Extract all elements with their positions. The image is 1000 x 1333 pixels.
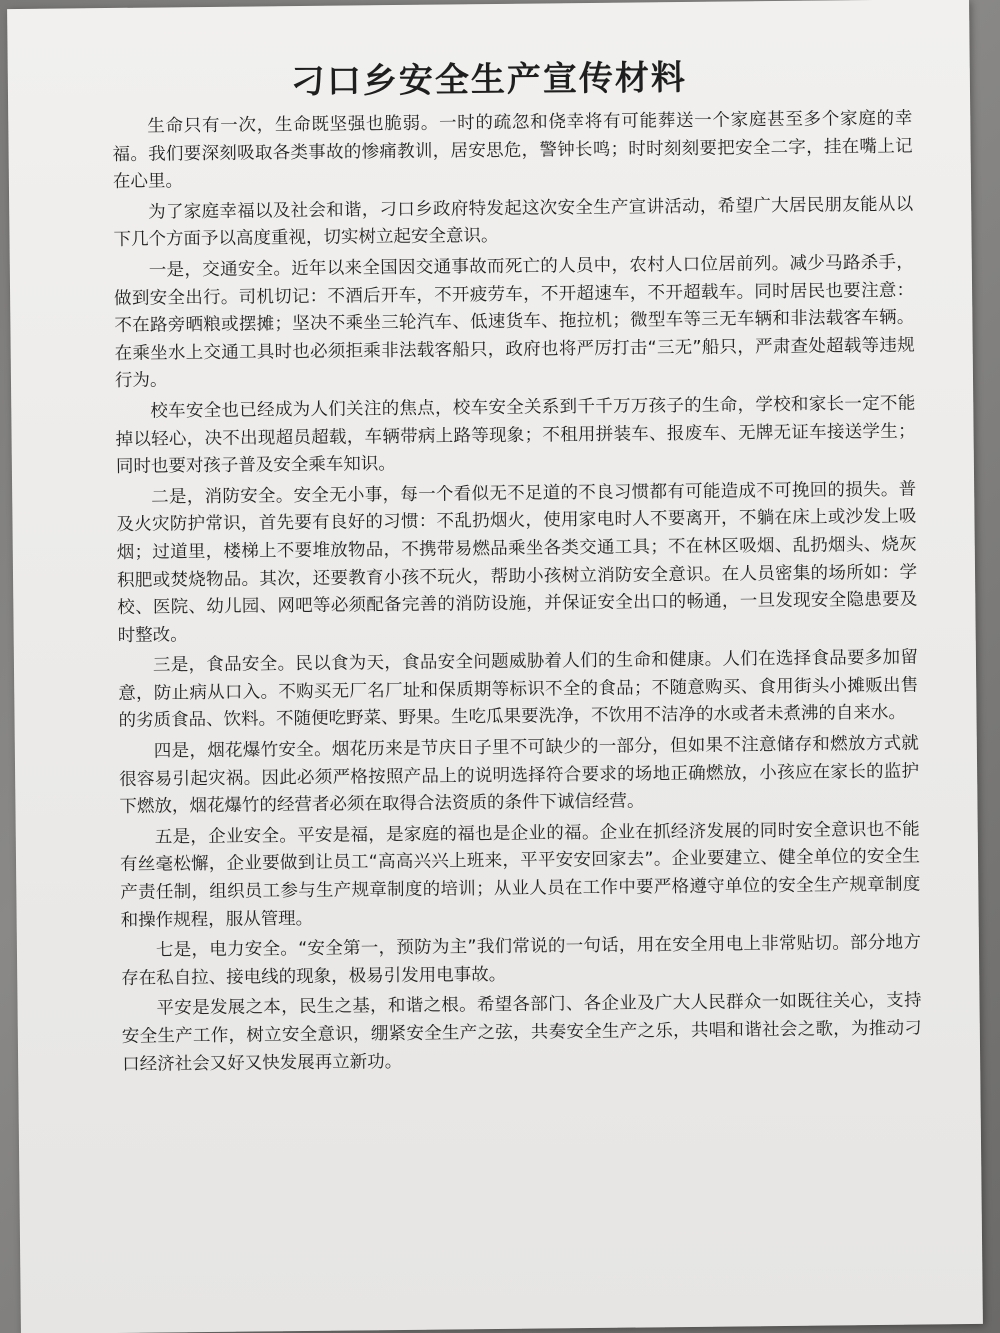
paragraph-intro: 生命只有一次，生命既坚强也脆弱。一时的疏忽和侥幸将有可能葬送一个家庭甚至多个家庭的幸福。我们要深刻吸取各类事故的惨痛教训，居安思危，警钟长鸣；时时刻刻要把安全二字，挂在嘴上记在心里。: [112, 108, 913, 193]
paragraph-fire-safety: 二是，消防安全。安全无小事，每一个看似无不足道的不良习惯都有可能造成不可挽回的损失。普及火灾防护常识，首先要有良好的习惯：不乱扔烟火，使用家电时人不要离开，不躺在床上或沙发上吸烟；过道里，楼梯上不要堆放物品，不携带易燃品乘坐各类交通工具；不在林区吸烟、乱扔烟头、烧灰积肥或焚烧物品。其次，还要教育小孩不玩火，帮助小孩树立消防安全意识。在人员密集的场所如：学校、医院、幼儿园、网吧等必须配备完善的消防设施，并保证安全出口的畅通，一旦发现安全隐患要及时整改。: [116, 479, 918, 646]
paragraph-traffic-safety: 一是，交通安全。近年以来全国因交通事故而死亡的人员中，农村人口位居前列。减少马路杀手，做到安全出行。司机切记：不酒后开车，不开疲劳车，不开超速车，不开超载车。同时居民也要注意：不在路旁晒粮或摆摊；坚决不乘坐三轮汽车、低速货车、拖拉机；微型车等三无车辆和非法载客车辆。在乘坐水上交通工具时也必须拒乘非法载客船只，政府也将严厉打击“三无”船只，严肃查处超载等违规行为。: [114, 252, 915, 392]
paragraph-electrical-safety: 七是，电力安全。“安全第一，预防为主”我们常说的一句话，用在安全用电上非常贴切。部分地方存在私自拉、接电线的现象，极易引发用电事故。: [121, 932, 922, 989]
paragraph-conclusion: 平安是发展之本，民生之基，和谐之根。希望各部门、各企业及广大人民群众一如既往关心，支持安全生产工作，树立安全意识，绷紧安全生产之弦，共奏安全生产之乐，共唱和谐社会之歌，为推动刁口经济社会又好又快发展再立新功。: [121, 990, 922, 1075]
paragraph-school-bus-safety: 校车安全也已经成为人们关注的焦点，校车安全关系到千千万万孩子的生命，学校和家长一定不能掉以轻心，决不出现超员超载，车辆带病上路等现象；不租用拼装车、报废车、无牌无证车接送学生；同时也要对孩子普及安全乘车知识。: [115, 393, 916, 478]
paragraph-food-safety: 三是，食品安全。民以食为天，食品安全问题威胁着人们的生命和健康。人们在选择食品要多加留意，防止病从口入。不购买无厂名厂址和保质期等标识不全的食品；不随意购买、食用街头小摊贩出售的劣质食品、饮料。不随便吃野菜、野果。生吃瓜果要洗净，不饮用不洁净的水或者未煮沸的自来水。: [118, 647, 919, 732]
paragraph-purpose: 为了家庭幸福以及社会和谐，刁口乡政府特发起这次安全生产宣讲活动，希望广大居民朋友能从以下几个方面予以高度重视，切实树立起安全意识。: [113, 194, 914, 251]
paper-sheet: [7, 0, 983, 1333]
paragraph-fireworks-safety: 四是，烟花爆竹安全。烟花历来是节庆日子里不可缺少的一部分，但如果不注意储存和燃放方式就很容易引起灾祸。因此必须严格按照产品上的说明选择符合要求的场地正确燃放，小孩应在家长的监护下燃放，烟花爆竹的经营者必须在取得合法资质的条件下诚信经营。: [119, 733, 920, 818]
document-title: 刁口乡安全生产宣传材料: [290, 57, 688, 103]
paragraph-enterprise-safety: 五是，企业安全。平安是福，是家庭的福也是企业的福。企业在抓经济发展的同时安全意识也不能有丝毫松懈，企业要做到让员工“高高兴兴上班来，平平安安回家去”。企业要建立、健全单位的安全生产责任制，组织员工参与生产规章制度的培训；从业人员在工作中要严格遵守单位的安全生产规章制度和操作规程，服从管理。: [119, 819, 921, 931]
document-body: [112, 106, 922, 1083]
